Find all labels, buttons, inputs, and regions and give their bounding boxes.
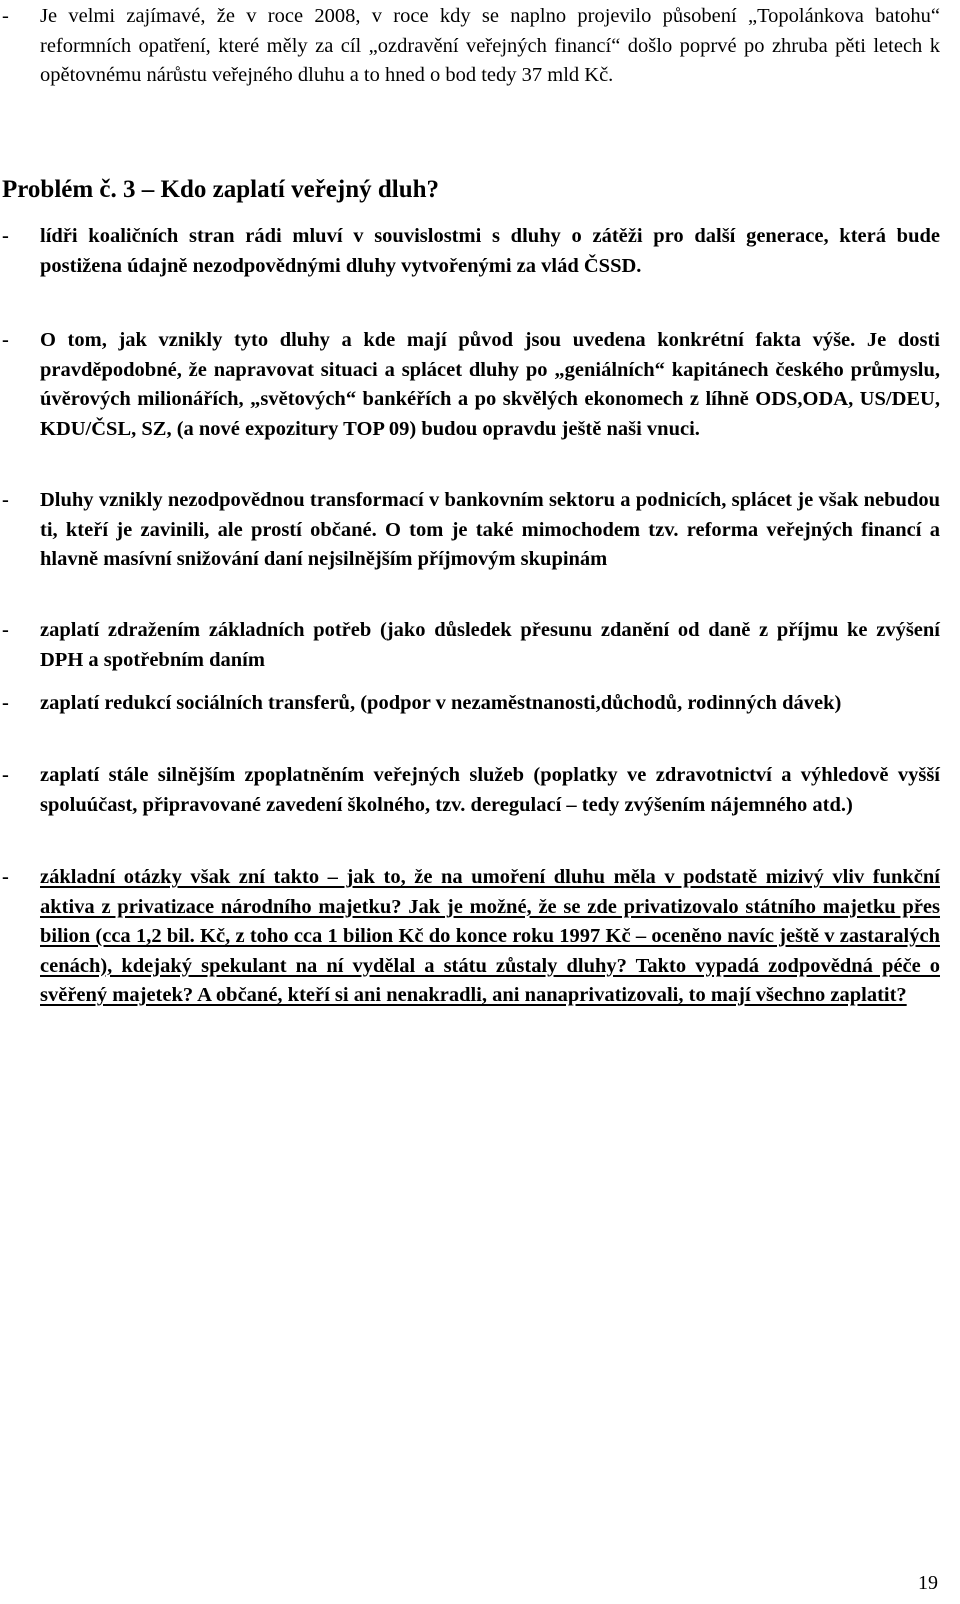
intro-text: Je velmi zajímavé, že v roce 2008, v roce kdy se naplno projevilo působení „Topolánkova batohu“ reformních opatření, které měly za cíl „ozdravění veřejných financí“ došlo poprvé po zhruba pěti letech k opětovnému nárůstu veřejného dluhu a to hned o bod tedy 37 mld Kč. xyxy=(40,5,940,86)
bullet-dash: - xyxy=(2,692,9,714)
bullet-dash: - xyxy=(2,866,9,888)
list-item xyxy=(0,863,940,1011)
list-item xyxy=(0,689,940,719)
bullet-dash: - xyxy=(2,489,9,511)
page-number: 19 xyxy=(918,1572,938,1594)
list-item-text: zaplatí stále silnějším zpoplatněním veřejných služeb (poplatky ve zdravotnictví a výhledově vyšší spoluúčast, připravované zavedení školného, tzv. deregulací – tedy zvýšením nájemného atd.) xyxy=(40,764,940,816)
list-item-text-underlined: základní otázky však zní takto – jak to, že na umoření dluhu měla v podstatě mizivý vliv funkční aktiva z privatizace národního majetku? Jak je možné, že se zde privatizovalo státního majetku přes bilion (cca 1,2 bil. Kč, z toho cca 1 bilion Kč do konce roku 1997 Kč – oceněno navíc ještě v zastaralých cenách), kdejaký spekulant na ní vydělal a státu zůstaly dluhy? Takto vypadá zodpovědná péče o svěřený majetek? A občané, kteří si ani nenakradli, ani nanaprivatizovali, to mají všechno zaplatit? xyxy=(40,866,940,1006)
list-item-text: zaplatí redukcí sociálních transferů, (podpor v nezaměstnanosti,důchodů, rodinných dávek) xyxy=(40,692,842,714)
list-item-text: zaplatí zdražením základních potřeb (jako důsledek přesunu zdanění od daně z příjmu ke zvýšení DPH a spotřebním daním xyxy=(40,619,940,671)
bullet-dash: - xyxy=(2,619,9,641)
bullet-dash: - xyxy=(2,764,9,786)
section-heading: Problém č. 3 – Kdo zaplatí veřejný dluh? xyxy=(2,176,440,203)
bullet-dash: - xyxy=(2,5,9,27)
list-item-text: O tom, jak vznikly tyto dluhy a kde mají původ jsou uvedena konkrétní fakta výše. Je dosti pravděpodobné, že napravovat situaci a splácet dluhy po „geniálních“ kapitánech českého průmyslu, úvěrových milionářích, „světových“ bankéřích a po skvělých ekonomech z líhně ODS,ODA, US/DEU, KDU/ČSL, SZ, (a nové expozitury TOP 09) budou opravdu ještě naši vnuci. xyxy=(40,329,940,440)
list-item xyxy=(0,761,940,820)
bullet-dash: - xyxy=(2,329,9,351)
list-item-text: lídři koaličních stran rádi mluví v souvislostmi s dluhy o zátěži pro další generace, která bude postižena údajně nezodpovědnými dluhy vytvořenými za vlád ČSSD. xyxy=(40,225,940,277)
list-item-text: Dluhy vznikly nezodpovědnou transformací v bankovním sektoru a podnicích, splácet je však nebudou ti, kteří je zavinili, ale prostí občané. O tom je také mimochodem tzv. reforma veřejných financí a hlavně masívní snižování daní nejsilnějším příjmovým skupinám xyxy=(40,489,940,570)
list-item xyxy=(0,616,940,675)
bullet-dash: - xyxy=(2,225,9,247)
list-item xyxy=(0,222,940,281)
intro-paragraph xyxy=(0,2,940,91)
list-item xyxy=(0,486,940,575)
list-item xyxy=(0,326,940,444)
